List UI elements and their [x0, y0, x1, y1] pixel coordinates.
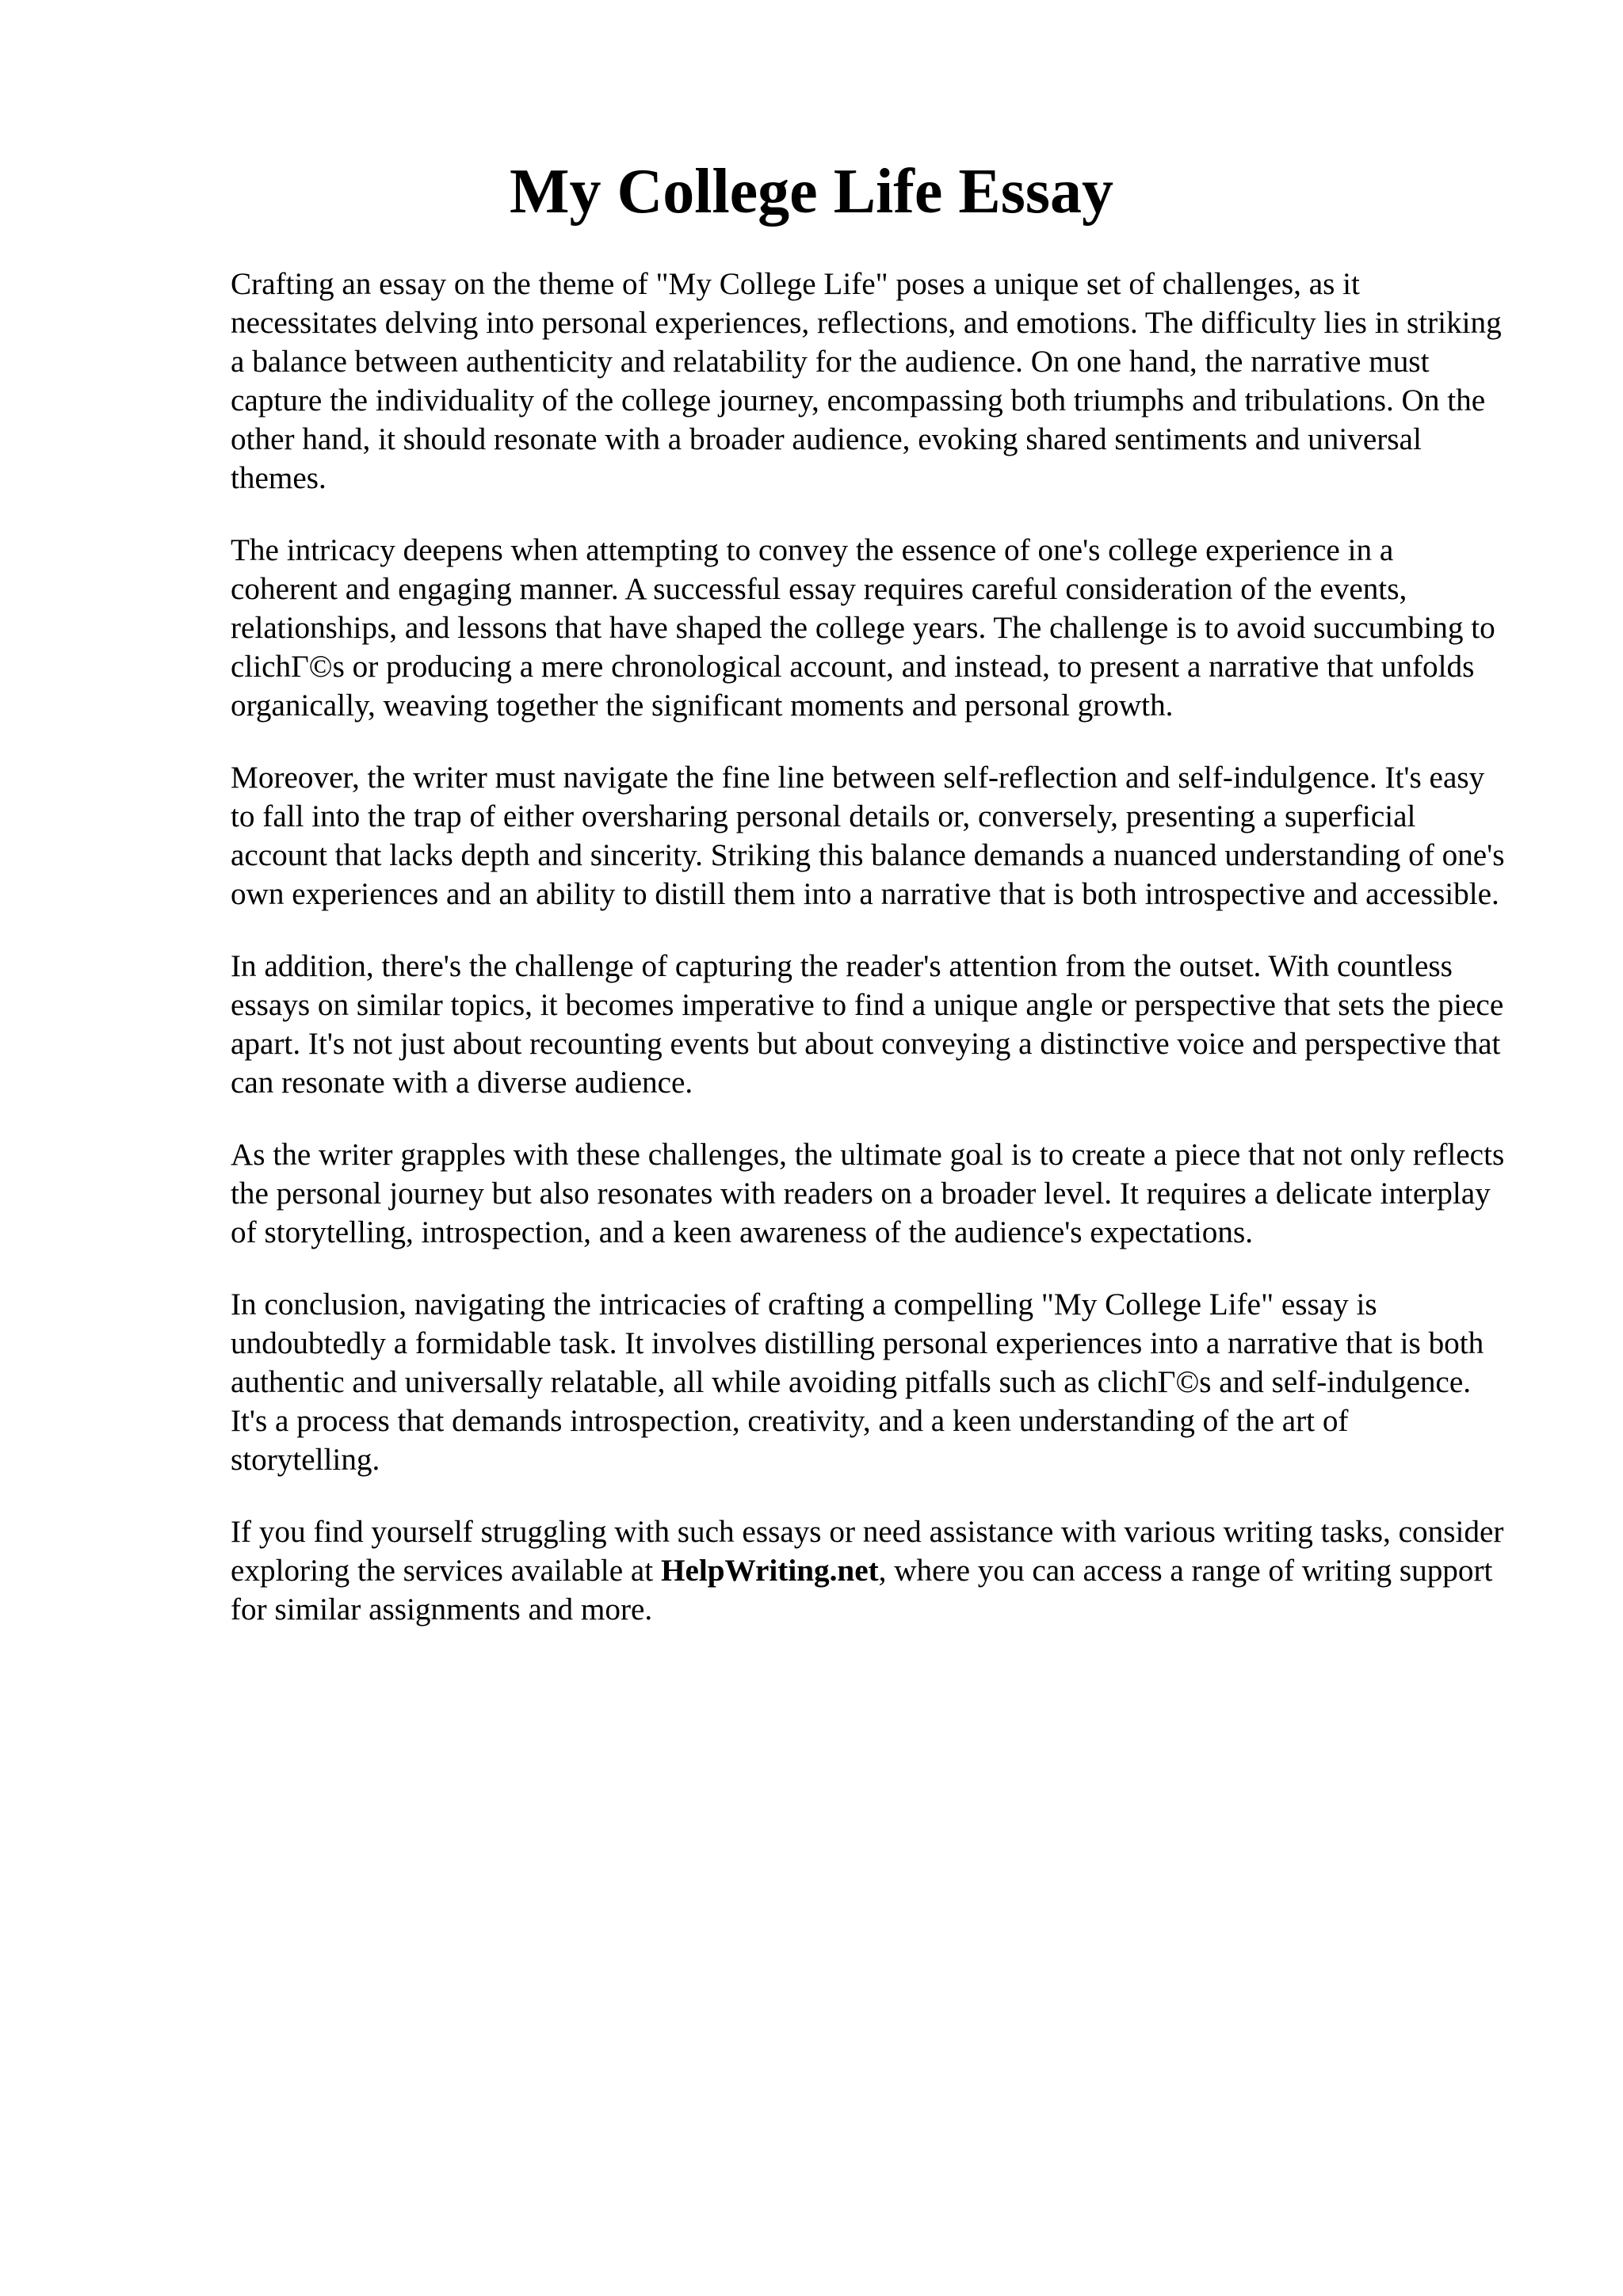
paragraph-1: Crafting an essay on the theme of "My College Life" poses a unique set of challenges, as it necessitates delving into personal experiences, reflections, and emotions. The difficulty lies in striking a balance between authenticity and relatability for the audience. On one hand, the narrative must capture the individuality of the college journey, encompassing both triumphs and tribulations. On the other hand, it should resonate with a broader audience, evoking shared sentiments and universal themes. — [231, 267, 1502, 495]
helpwriting-brand: HelpWriting.net — [660, 1554, 879, 1588]
paragraph-4: In addition, there's the challenge of capturing the reader's attention from the outset. With countless essays on similar topics, it becomes imperative to find a unique angle or perspective that sets the piece apart. It's not just about recounting events but about conveying a distinctive voice and perspective that can resonate with a diverse audience. — [231, 949, 1504, 1100]
closing-paragraph — [231, 1512, 1505, 1629]
closing-text-after: , where you can access a range of writing support for similar assignments and more. — [231, 1554, 1493, 1627]
closing-text-before: If you find yourself struggling with such essays or need assistance with various writing tasks, consider exploring the services available at — [231, 1515, 1504, 1588]
paragraph-6: In conclusion, navigating the intricacies of crafting a compelling "My College Life" essay is undoubtedly a formidable task. It involves distilling personal experiences into a narrative that is both authentic and universally relatable, all while avoiding pitfalls such as clichΓ©s and self-indulgence. It's a process that demands introspection, creativity, and a keen understanding of the art of storytelling. — [231, 1287, 1484, 1477]
document-body — [231, 265, 1505, 1629]
paragraph-2: The intricacy deepens when attempting to convey the essence of one's college experience in a coherent and engaging manner. A successful essay requires careful consideration of the events, relationships, and lessons that have shaped the college years. The challenge is to avoid succumbing to clichΓ©s or producing a mere chronological account, and instead, to present a narrative that unfolds organically, weaving together the significant moments and personal growth. — [231, 533, 1495, 723]
paragraph-5: As the writer grapples with these challenges, the ultimate goal is to create a piece that not only reflects the personal journey but also resonates with readers on a broader level. It requires a delicate interplay of storytelling, introspection, and a keen awareness of the audience's expectations. — [231, 1138, 1505, 1249]
document-title: My College Life Essay — [509, 157, 1114, 227]
paragraph-3: Moreover, the writer must navigate the fine line between self-reflection and self-indulgence. It's easy to fall into the trap of either oversharing personal details or, conversely, presenting a superficial account that lacks depth and sincerity. Striking this balance demands a nuanced understanding of one's own experiences and an ability to distill them into a narrative that is both introspective and accessible. — [231, 761, 1505, 911]
